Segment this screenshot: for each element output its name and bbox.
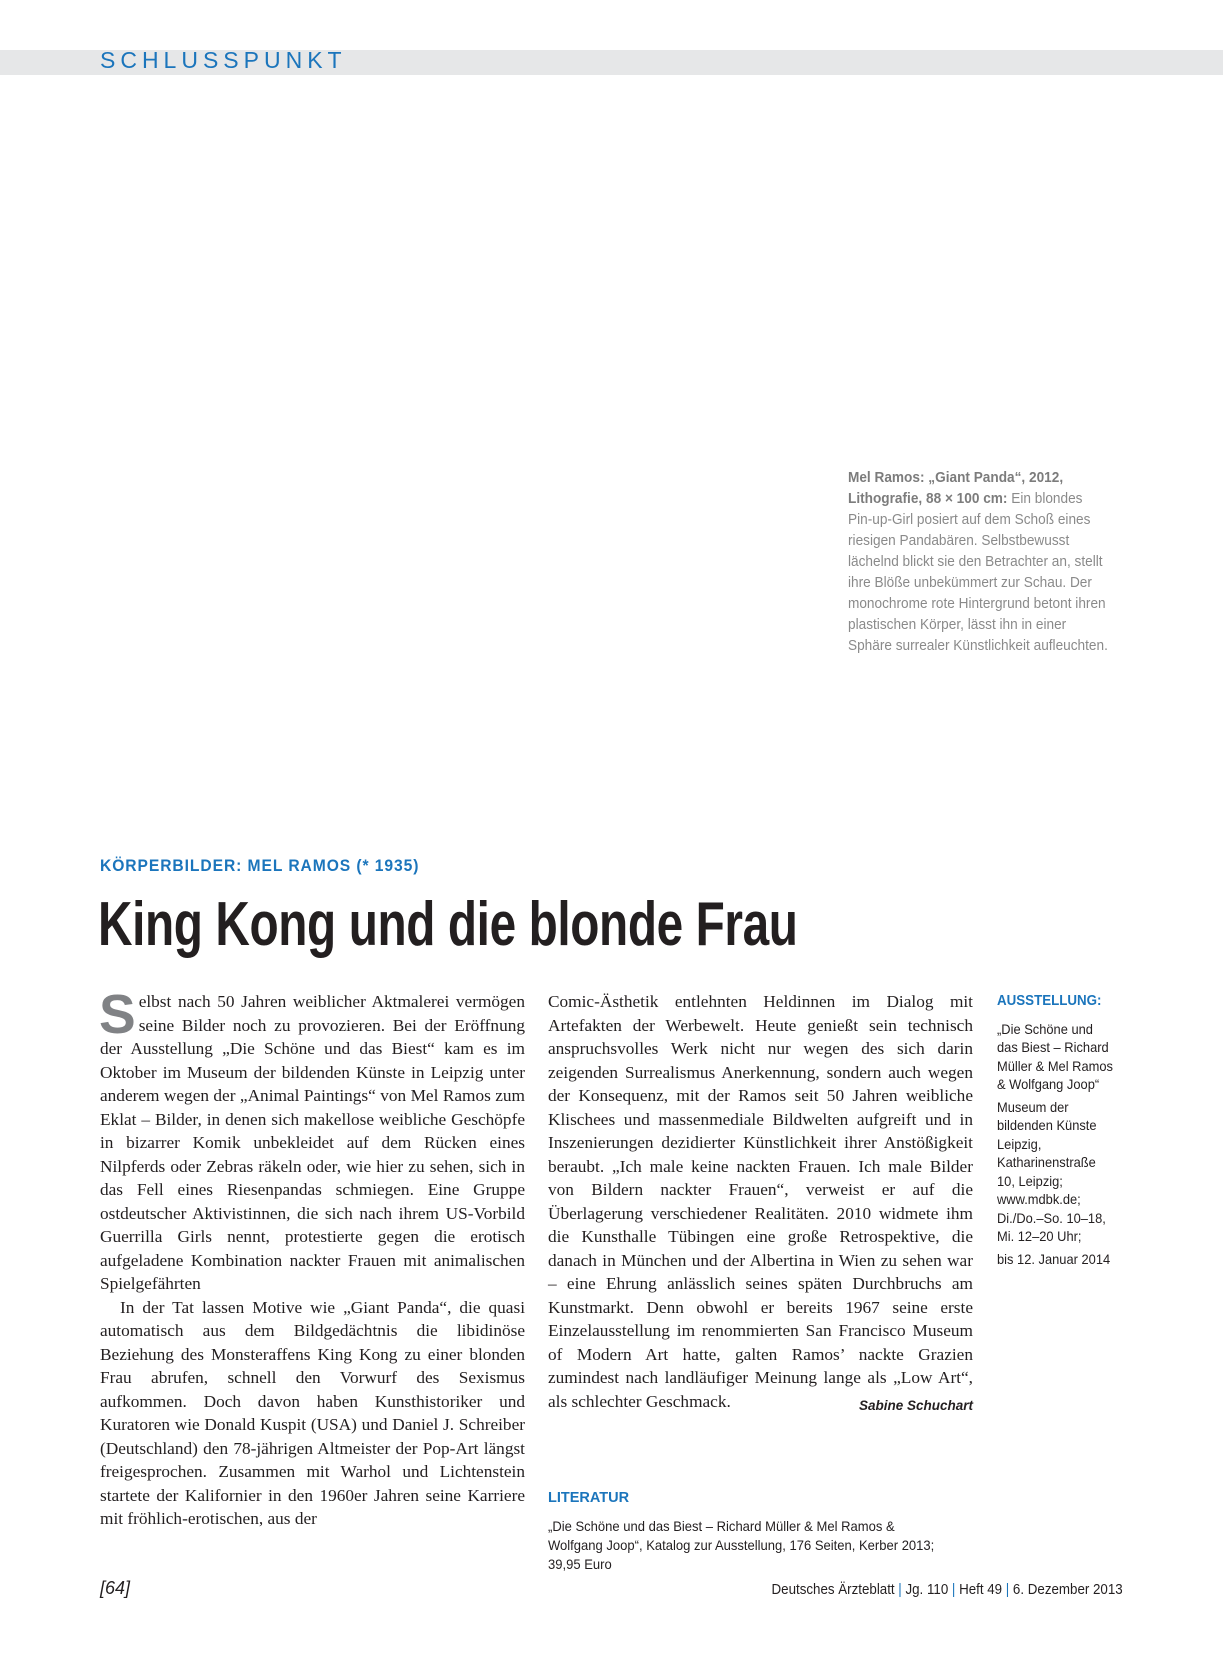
caption-lead: Mel Ramos: „Giant Panda“, 2012, Lithografie, 88 × 100 cm:	[848, 470, 1064, 507]
footer-issue: Heft 49	[959, 1582, 1003, 1598]
footer-separator: |	[898, 1582, 903, 1598]
ausstellung-title: „Die Schöne und das Biest – Richard Müller & Mel Ramos & Wolfgang Joop“	[997, 1020, 1113, 1092]
body-column-2	[548, 990, 973, 1417]
ausstellung-sidebar	[997, 992, 1117, 1272]
footer-separator: |	[1006, 1582, 1010, 1598]
footer-separator: |	[952, 1582, 956, 1598]
ausstellung-venue: Museum der bildenden Künste Leipzig, Katharinenstraße 10, Leipzig; www.mdbk.de; Di./Do.–So. 10–18, Mi. 12–20 Uhr;	[997, 1098, 1106, 1244]
caption-text: Ein blondes Pin-up-Girl posiert auf dem Schoß eines riesigen Pandabären. Selbstbewusst lächelnd blickt sie den Betrachter an, stellt ihre Blöße unbekümmert zur Schau. Der monochrome rote Hintergrund betont ihren plastischen Körper, lässt ihn in einer Sphäre surrealer Künstlichkeit aufleuchten.	[848, 491, 1108, 654]
author-byline: Sabine Schuchart	[858, 1397, 973, 1413]
article-kicker: KÖRPERBILDER: MEL RAMOS (* 1935)	[100, 856, 420, 875]
drop-cap: S	[99, 983, 136, 1045]
image-caption	[848, 468, 1109, 657]
footer-date: 6. Dezember 2013	[1013, 1582, 1123, 1598]
body-paragraph-1	[99, 983, 525, 1296]
article-headline: King Kong und die blonde Frau	[98, 890, 798, 959]
body-column-1	[99, 983, 525, 1531]
body-paragraph-2: In der Tat lassen Motive wie „Giant Panda“, die quasi automatisch aus dem Bildgedächtnis die libidinöse Beziehung des Monsteraffens King Kong zu einer blonden Frau abrufen, schnell den Vorwurf des Sexismus aufkommen. Doch davon haben Kunsthistoriker und Kuratoren wie Donald Kuspit (USA) und Daniel J. Schreiber (Deutschland) den 78-jährigen Altmeister der Pop-Art längst freigesprochen. Zusammen mit Warhol und Lichtenstein startete der Kalifornier in den 1960er Jahren seine Karriere mit fröhlich-erotischen, aus der	[100, 1297, 525, 1528]
body-paragraph-3	[548, 990, 973, 1413]
section-label: SCHLUSSPUNKT	[100, 47, 347, 73]
body-paragraph-1-text: elbst nach 50 Jahren weiblicher Aktmalerei vermögen seine Bilder noch zu provozieren. Bei der Eröffnung der Ausstellung „Die Schöne und das Biest“ kam es im Oktober im Museum der bildenden Künste in Leipzig unter anderem wegen der „Animal Paintings“ von Mel Ramos zum Eklat – Bilder, in denen sich makellose weibliche Geschöpfe in bizarrer Komik unbekleidet auf dem Rücken eines Nilpferds oder Zebras räkeln oder, wie hier zu sehen, sich in das Fell eines Riesenpandas schmiegen. Eine Gruppe ostdeutscher Aktivistinnen, die sich nach ihrem US-Vorbild Guerrilla Girls nennt, protestierte gegen die erotisch aufgeladene Kombination nackter Frauen mit animalischen Spielgefährten	[100, 992, 525, 1293]
literatur-text: „Die Schöne und das Biest – Richard Müller & Mel Ramos & Wolfgang Joop“, Katalog zur Ausstellung, 176 Seiten, Kerber 2013; 39,95 Euro	[548, 1518, 935, 1572]
body-paragraph-3-text: Comic-Ästhetik entlehnten Heldinnen im Dialog mit Artefakten der Werbewelt. Heute genießt sein technisch anspruchsvolles Werk nicht nur wegen des sich darin zeigenden Surrealismus Anerkennung, sondern auch wegen der Konsequenz, mit der Ramos seit 50 Jahren weibliche Klischees und massenmediale Bildwelten aufgreift und in Inszenierungen dezidierter Künstlichkeit ihrer Anstößigkeit beraubt. „Ich male keine nackten Frauen. Ich male Bilder von Bildern nackter Frauen“, verweist er auf die Überlagerung verschiedener Realitäten. 2010 widmete ihm die Kunsthalle Tübingen eine große Retrospektive, die danach in München und der Albertina in Wien zu sehen war – eine Ehrung anlässlich seines späten Durchbruchs am Kunstmarkt. Denn obwohl er bereits 1967 seine erste Einzelausstellung im renommierten San Francisco Museum of Modern Art hatte, galten Ramos’ nackte Grazien zumindest nach landläufiger Meinung lange als „Low Art“, als schlechter Geschmack.	[548, 992, 973, 1411]
literatur-heading: LITERATUR	[548, 1490, 630, 1506]
page-number: [64]	[100, 1578, 131, 1598]
footer-journal: Deutsches Ärzteblatt	[771, 1582, 895, 1598]
ausstellung-heading: AUSSTELLUNG:	[997, 993, 1102, 1009]
footer-volume: Jg. 110	[905, 1582, 949, 1598]
footer-info	[772, 1582, 1123, 1598]
ausstellung-until: bis 12. Januar 2014	[997, 1250, 1111, 1267]
